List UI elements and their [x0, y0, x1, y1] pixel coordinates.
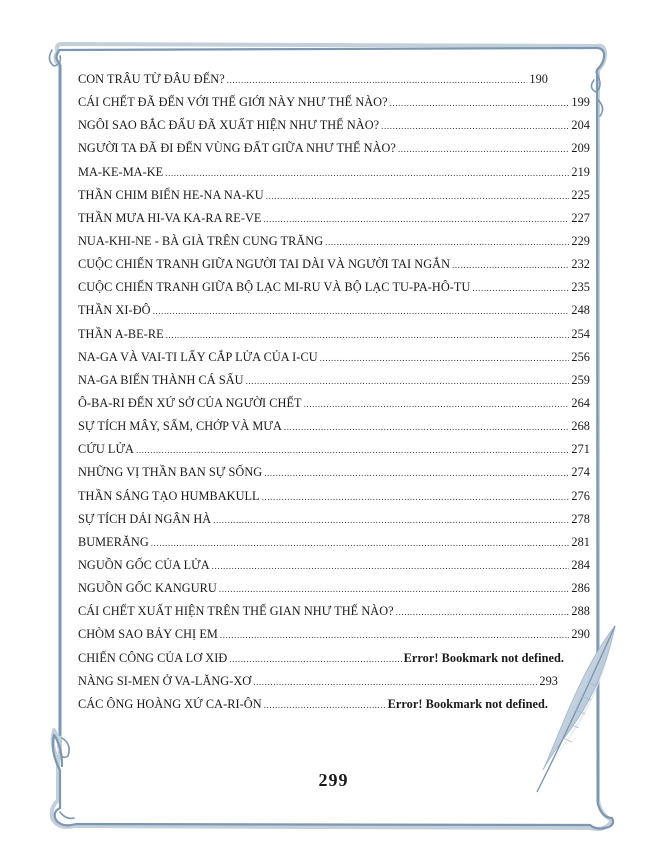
- dot-leader: [213, 515, 569, 525]
- toc-page: 227: [571, 210, 590, 225]
- toc-entry[interactable]: [78, 234, 590, 257]
- toc-title: CÁC ÔNG HOÀNG XỨ CA-RI-ÔN: [78, 696, 262, 711]
- toc-page: 235: [571, 280, 590, 295]
- toc-title: Ô-BA-RI ĐẾN XỨ SỞ CỦA NGƯỜI CHẾT: [78, 395, 302, 410]
- toc-title: CHÒM SAO BẢY CHỊ EM: [78, 627, 218, 642]
- dot-leader: [246, 376, 570, 386]
- toc-page-error: Error! Bookmark not defined.: [403, 650, 564, 665]
- dot-leader: [165, 168, 569, 178]
- toc-title: SỰ TÍCH MÂY, SẤM, CHỚP VÀ MƯA: [78, 419, 282, 434]
- toc-page: 259: [571, 372, 590, 387]
- table-of-contents: [78, 72, 590, 720]
- toc-title: CUỘC CHIẾN TRANH GIỮA BỘ LẠC MI-RU VÀ BỘ LẠC TU-PA-HÔ-TU: [78, 280, 471, 295]
- toc-page: 290: [571, 627, 590, 642]
- toc-title: CUỘC CHIẾN TRANH GIỮA NGƯỜI TAI DÀI VÀ NGƯỜI TAI NGẮN: [78, 257, 451, 272]
- toc-title: THẦN SÁNG TẠO HUMBAKULL: [78, 488, 260, 503]
- toc-entry[interactable]: [78, 303, 590, 326]
- toc-entry[interactable]: [78, 211, 590, 234]
- dot-leader: [229, 654, 401, 664]
- toc-entry[interactable]: [78, 419, 590, 442]
- toc-entry[interactable]: [78, 373, 590, 396]
- dot-leader: [212, 561, 570, 571]
- toc-title: NA-GA BIẾN THÀNH CÁ SẤU: [78, 372, 244, 387]
- dot-leader: [166, 330, 570, 340]
- toc-entry[interactable]: [78, 581, 590, 604]
- toc-entry[interactable]: [78, 72, 548, 95]
- dot-leader: [396, 607, 570, 617]
- dot-leader: [472, 283, 569, 293]
- toc-title: NA-GA VÀ VAI-TI LẤY CẮP LỬA CỦA I-CU: [78, 349, 318, 364]
- toc-page: 293: [539, 673, 558, 688]
- toc-title: MA-KE-MA-KE: [78, 164, 164, 179]
- toc-entry[interactable]: [78, 141, 590, 164]
- toc-page: 232: [571, 257, 590, 272]
- toc-entry[interactable]: [78, 327, 590, 350]
- toc-title: SỰ TÍCH DẢI NGÂN HÀ: [78, 511, 212, 526]
- toc-title: NGUỒN GỐC KANGURU: [78, 581, 217, 596]
- toc-page: 254: [571, 326, 590, 341]
- toc-title: NHỮNG VỊ THẦN BAN SỰ SỐNG: [78, 465, 263, 480]
- toc-title: NGƯỜI TA ĐÃ ĐI ĐẾN VÙNG ĐẤT GIỮA NHƯ THẾ NÀO?: [78, 141, 396, 156]
- dot-leader: [227, 75, 528, 85]
- page-number: 299: [318, 770, 349, 790]
- dot-leader: [264, 700, 386, 710]
- toc-page: 281: [571, 534, 590, 549]
- toc-title: CÁI CHẾT XUẤT HIỆN TRÊN THẾ GIAN NHƯ THẾ NÀO?: [78, 604, 394, 619]
- toc-page: 225: [571, 187, 590, 202]
- toc-page: 278: [571, 511, 590, 526]
- toc-title: CỨU LỬA: [78, 442, 134, 457]
- toc-page: 190: [529, 72, 548, 86]
- feather-quill-icon: [515, 620, 625, 800]
- toc-entry[interactable]: [78, 489, 590, 512]
- dot-leader: [219, 584, 570, 594]
- toc-title: NUA-KHI-NE - BÀ GIÀ TRÊN CUNG TRĂNG: [78, 233, 324, 248]
- toc-title: CHIẾN CÔNG CỦA LƠ XIĐ: [78, 650, 228, 665]
- dot-leader: [151, 538, 570, 548]
- toc-page: 219: [571, 164, 590, 179]
- toc-entry[interactable]: [78, 280, 590, 303]
- toc-page-error: Error! Bookmark not defined.: [387, 696, 548, 711]
- toc-entry[interactable]: [78, 512, 590, 535]
- toc-page: 229: [571, 233, 590, 248]
- dot-leader: [264, 468, 569, 478]
- toc-entry[interactable]: [78, 604, 590, 627]
- toc-page: 274: [571, 465, 590, 480]
- toc-page: 284: [571, 557, 590, 572]
- toc-entry[interactable]: [78, 257, 590, 280]
- toc-title: NÀNG SI-MEN Ở VA-LĂNG-XƠ: [78, 673, 252, 688]
- toc-title: THẦN A-BE-RE: [78, 326, 164, 341]
- dot-leader: [398, 144, 569, 154]
- toc-title: THẦN MƯA HI-VA KA-RA RE-VE: [78, 210, 262, 225]
- toc-page: 288: [571, 604, 590, 619]
- toc-title: NGUỒN GỐC CỦA LỬA: [78, 557, 210, 572]
- dot-leader: [320, 353, 570, 363]
- dot-leader: [304, 399, 570, 409]
- dot-leader: [136, 445, 569, 455]
- toc-page: 268: [571, 419, 590, 434]
- toc-page: 209: [571, 141, 590, 156]
- toc-page: 199: [571, 95, 590, 110]
- toc-entry[interactable]: [78, 396, 590, 419]
- toc-page: 248: [571, 303, 590, 318]
- dot-leader: [253, 677, 537, 687]
- toc-entry[interactable]: [78, 95, 590, 118]
- toc-title: CÁI CHẾT ĐÃ ĐẾN VỚI THẾ GIỚI NÀY NHƯ THẾ NÀO?: [78, 95, 388, 110]
- toc-entry[interactable]: [78, 165, 590, 188]
- toc-title: NGÔI SAO BẮC ĐẨU ĐÃ XUẤT HIỆN NHƯ THẾ NÀO?: [78, 118, 380, 133]
- toc-entry[interactable]: [78, 535, 590, 558]
- toc-page: 286: [571, 581, 590, 596]
- toc-page: 276: [571, 488, 590, 503]
- dot-leader: [266, 191, 570, 201]
- dot-leader: [390, 98, 570, 108]
- toc-entry[interactable]: [78, 465, 590, 488]
- toc-entry[interactable]: [78, 627, 590, 650]
- toc-page: 271: [571, 442, 590, 457]
- dot-leader: [262, 492, 570, 502]
- toc-entry[interactable]: [78, 350, 590, 373]
- toc-title: THẦN XI-ĐÔ: [78, 303, 151, 318]
- toc-title: THẦN CHIM BIỂN HE-NA NA-KU: [78, 187, 264, 202]
- toc-entry[interactable]: [78, 118, 590, 141]
- toc-entry[interactable]: [78, 674, 558, 697]
- toc-title: BUMERĂNG: [78, 534, 149, 549]
- toc-entry[interactable]: [78, 697, 548, 720]
- dot-leader: [284, 422, 569, 432]
- dot-leader: [381, 121, 569, 131]
- toc-entry[interactable]: [78, 442, 590, 465]
- dot-leader: [263, 214, 569, 224]
- dot-leader: [452, 260, 569, 270]
- toc-page: 264: [571, 395, 590, 410]
- dot-leader: [325, 237, 569, 247]
- dot-leader: [153, 306, 570, 316]
- toc-page: 256: [571, 349, 590, 364]
- toc-page: 204: [571, 118, 590, 133]
- toc-entry[interactable]: [78, 558, 590, 581]
- toc-entry[interactable]: [78, 651, 564, 674]
- toc-entry[interactable]: [78, 188, 590, 211]
- toc-title: CON TRÂU TỪ ĐÂU ĐẾN?: [78, 72, 225, 86]
